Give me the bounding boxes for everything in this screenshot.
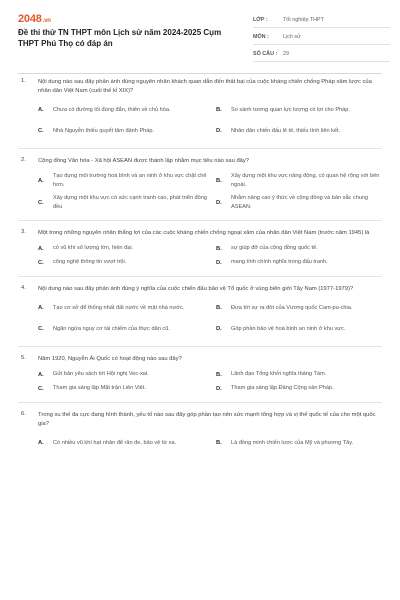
meta-class	[253, 14, 390, 28]
option-d[interactable]	[216, 258, 388, 267]
option-text: Nhằm nâng cao ý thức về cộng đồng và bản sắc chung ASEAN.	[231, 195, 369, 210]
option-text: Tham gia sáng lập Mặt trận Liên Việt.	[53, 385, 146, 392]
question-text: Nội dung nào sau đây phản ánh đúng nguyên nhân khách quan dẫn đến thất bại của cuộc kháng chiến chống Pháp xâm lược của nhân dân Việt Nam (cuối thế kỉ XIX)?	[38, 79, 372, 94]
answer-options	[38, 102, 380, 139]
option-text: So sánh tương quan lực lượng có lợi cho Pháp.	[231, 106, 350, 113]
meta-value: Lịch sử	[283, 34, 301, 40]
answer-options	[38, 244, 380, 267]
option-a[interactable]	[38, 370, 210, 379]
question-text: Năm 1920, Nguyễn Ái Quốc có hoạt động nào sau đây?	[38, 356, 182, 362]
option-text: Nhân dân chiến đấu lẻ tẻ, thiếu tính liên kết.	[231, 127, 341, 134]
option-text: Tham gia sáng lập Đảng Cộng sản Pháp.	[231, 385, 334, 392]
answer-options	[38, 172, 380, 211]
question-text: Trong xu thế đa cực đang hình thành, yếu tố nào sau đây góp phần tạo nên sức mạnh tổng hợp và vị thế quốc tế của cho một quốc gia?	[38, 412, 376, 427]
option-letter: B.	[216, 245, 222, 252]
option-letter: D.	[216, 199, 222, 206]
option-letter: B.	[216, 440, 222, 446]
question-number: 3.	[21, 229, 26, 235]
option-letter: D.	[216, 259, 222, 266]
question-4	[0, 285, 400, 337]
question-list	[0, 78, 400, 451]
option-letter: C.	[38, 199, 44, 206]
option-text: mang tính chính nghĩa trong đấu tranh.	[231, 259, 328, 266]
option-text: Chưa có đường lối đúng đắn, thiên về chủ hòa.	[53, 106, 171, 113]
option-letter: D.	[216, 326, 222, 332]
question-text: Nội dung nào sau đây phản ánh đúng ý nghĩa của cuộc chiến đấu bảo vệ Tổ quốc ở vùng biên giới Tây Nam (1977-1979)?	[38, 286, 354, 292]
option-letter: C.	[38, 259, 44, 266]
option-letter: B.	[216, 107, 222, 113]
option-letter: D.	[216, 385, 222, 392]
option-letter: A.	[38, 371, 44, 378]
meta-label: LỚP :	[253, 17, 268, 23]
option-letter: A.	[38, 107, 44, 113]
question-5	[0, 355, 400, 393]
answer-options	[38, 370, 380, 393]
option-a[interactable]	[38, 435, 210, 451]
question-number: 4.	[21, 285, 26, 291]
option-letter: B.	[216, 371, 222, 378]
option-d[interactable]	[216, 384, 388, 393]
option-text: Tạo cơ sở để thống nhất đất nước về mặt nhà nước.	[53, 304, 185, 311]
option-text: Nhà Nguyễn thiếu quyết tâm đánh Pháp.	[53, 127, 155, 134]
option-text: Xây dựng một khu vực có sức cạnh tranh cao, phát triển đồng đều	[53, 195, 207, 210]
option-letter: A.	[38, 245, 44, 252]
answer-options	[38, 300, 380, 337]
option-text: Ngăn ngừa nguy cơ tái chiếm của thực dân cũ.	[53, 325, 170, 332]
question-1	[0, 78, 400, 139]
option-b[interactable]	[216, 370, 388, 379]
question-number: 1.	[21, 78, 26, 84]
option-a[interactable]	[38, 244, 210, 253]
page-header	[0, 0, 400, 56]
option-text: sự giúp đỡ của cộng đồng quốc tế.	[231, 245, 318, 252]
option-text: công nghệ thông tin vượt trội.	[53, 259, 127, 266]
option-text: Lãnh đạo Tổng khởi nghĩa tháng Tám.	[231, 371, 327, 378]
question-number: 5.	[21, 355, 26, 361]
option-letter: A.	[38, 305, 44, 311]
option-letter: D.	[216, 128, 222, 134]
option-c[interactable]	[38, 258, 210, 267]
option-text: Tạo dựng môi trường hoà bình và an ninh ở khu vực chật chẽ hơn.	[53, 173, 207, 188]
option-a[interactable]	[38, 300, 210, 316]
option-text: có vũ khí số lượng lớn, hiện đại.	[53, 245, 134, 252]
question-text: Cộng đồng Văn hóa - Xã hội ASEAN được thành lập nhằm mục tiêu nào sau đây?	[38, 158, 250, 164]
option-c[interactable]	[38, 384, 210, 393]
site-logo[interactable]: 2048.vn	[18, 13, 51, 25]
option-text: Góp phần bảo vệ hoà bình an ninh ở khu vực.	[231, 325, 346, 332]
option-text: Là đồng minh chiến lược của Mỹ và phương Tây.	[231, 439, 354, 446]
option-b[interactable]	[216, 102, 388, 118]
option-d[interactable]	[216, 194, 388, 211]
option-letter: C.	[38, 326, 44, 332]
exam-meta	[253, 14, 390, 65]
question-6	[0, 411, 400, 451]
option-b[interactable]	[216, 244, 388, 253]
option-letter: B.	[216, 177, 222, 184]
option-letter: C.	[38, 128, 44, 134]
meta-label: MÔN :	[253, 34, 269, 40]
option-letter: A.	[38, 440, 44, 446]
question-divider	[18, 276, 382, 277]
answer-options	[38, 435, 380, 451]
option-d[interactable]	[216, 321, 388, 337]
question-divider	[18, 402, 382, 403]
option-text: Đưa tới sự ra đời của Vương quốc Cam-pu-chia.	[231, 304, 353, 311]
option-c[interactable]	[38, 194, 210, 211]
header-divider	[18, 73, 382, 74]
option-d[interactable]	[216, 123, 388, 139]
option-letter: C.	[38, 385, 44, 392]
option-a[interactable]	[38, 172, 210, 189]
question-number: 6.	[21, 411, 26, 417]
question-divider	[18, 148, 382, 149]
meta-subject	[253, 31, 390, 45]
option-a[interactable]	[38, 102, 210, 118]
question-2	[0, 157, 400, 211]
option-c[interactable]	[38, 321, 210, 337]
meta-label: SỐ CÂU :	[253, 51, 278, 57]
meta-value: Tốt nghiệp THPT	[283, 17, 324, 23]
question-divider	[18, 220, 382, 221]
option-b[interactable]	[216, 435, 388, 451]
option-b[interactable]	[216, 300, 388, 316]
question-number: 2.	[21, 157, 26, 163]
option-text: Xây dựng một khu vực năng động, có quan hệ rộng với bên ngoài.	[231, 173, 380, 188]
option-text: Có nhiều vũ khí hạt nhân để răn đe, bảo vệ từ xa.	[53, 439, 177, 446]
option-text: Gửi bản yêu sách tới Hội nghị Vec-xai.	[53, 371, 149, 378]
meta-value: 29	[283, 51, 289, 57]
question-divider	[18, 346, 382, 347]
option-b[interactable]	[216, 172, 388, 189]
option-c[interactable]	[38, 123, 210, 139]
meta-question-count	[253, 48, 390, 62]
option-letter: A.	[38, 177, 44, 184]
question-text: Một trong những nguyên nhân thắng lợi của các cuộc kháng chiến chống ngoại xâm của nhân dân Việt Nam (trước năm 1945) là	[38, 230, 370, 236]
question-3	[0, 229, 400, 267]
exam-title: Đề thi thử TN THPT môn Lịch sử năm 2024-2025 Cụm THPT Phú Thọ có đáp án	[18, 28, 222, 48]
option-letter: B.	[216, 305, 222, 311]
